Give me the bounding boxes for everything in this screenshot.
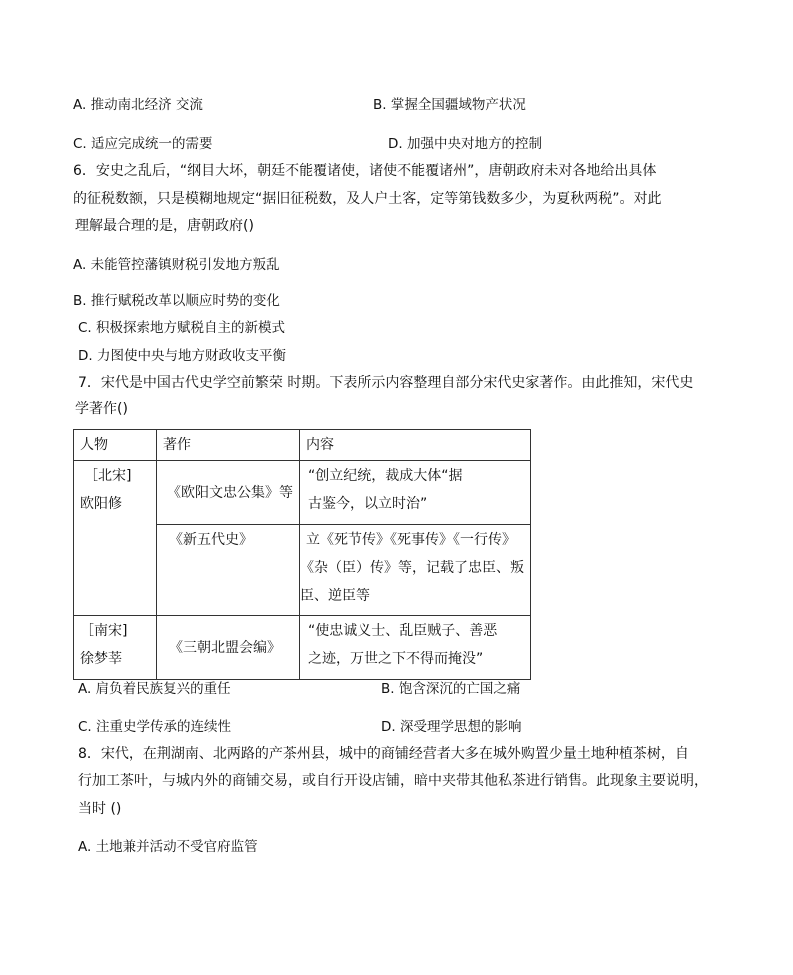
q8-option-a: A. 土地兼并活动不受官府监管 (78, 839, 258, 855)
q5-option-d: D. 加强中央对地方的控制 (388, 136, 542, 152)
content-cell: 立《死节传》《死事传》《一行传》 《杂（臣）传》等，记载了忠臣、叛 臣、逆臣等 (300, 525, 531, 616)
table-row (74, 461, 531, 525)
q7-option-d: D. 深受理学思想的影响 (381, 719, 522, 735)
q6-stem-line2: 的征税数额，只是模糊地规定“据旧征税数，及人户土客，定等第钱数多少，为夏秋两税”。对此 (73, 191, 662, 207)
q8-stem-line2: 行加工茶叶，与城内外的商铺交易，或自行开设店铺，暗中夹带其他私茶进行销售。此现象主要说明， (78, 773, 708, 789)
q7-option-b: B. 饱含深沉的亡国之痛 (381, 681, 521, 697)
q6-option-b: B. 推行赋税改革以顺应时势的变化 (73, 293, 280, 309)
person-northern-song: ［北宋] 欧阳修 (74, 461, 157, 616)
q5-option-c: C. 适应完成统一的需要 (73, 136, 213, 152)
table-header-row (74, 430, 531, 461)
work-new-five-dynasties: 《新五代史》 (157, 525, 300, 616)
q5-option-b: B. 掌握全国疆域物产状况 (373, 97, 526, 113)
q8-stem-line3: 当时 () (78, 801, 122, 817)
table-row (74, 616, 531, 680)
q6-option-d: D. 力图使中央与地方财政收支平衡 (78, 348, 286, 364)
q5-option-a: A. 推动南北经济 交流 (73, 97, 203, 113)
content-cell: “使忠诚义士、乱臣贼子、善恶 之迹，万世之下不得而掩没” (300, 616, 531, 680)
q8-stem-line1: 8．宋代，在荆湖南、北两路的产茶州县，城中的商铺经营者大多在城外购置少量土地种植茶树，自 (78, 746, 689, 762)
header-person: 人物 (74, 430, 157, 461)
q6-stem-line3: 理解最合理的是，唐朝政府() (75, 218, 254, 234)
q6-option-a: A. 未能管控藩镇财税引发地方叛乱 (73, 257, 280, 273)
q7-stem-line1: 7．宋代是中国古代史学空前繁荣 时期。下表所示内容整理自部分宋代史家著作。由此推知，宋代史 (78, 375, 694, 391)
q7-option-c: C. 注重史学传承的连续性 (78, 719, 232, 735)
q7-option-a: A. 肩负着民族复兴的重任 (78, 681, 231, 697)
header-work: 著作 (157, 430, 300, 461)
work-sanchao-beimeng: 《三朝北盟会编》 (157, 616, 300, 680)
q6-stem-line1: 6．安史之乱后，“纲目大坏，朝廷不能覆诸使，诸使不能覆诸州”，唐朝政府未对各地给出具体 (73, 163, 657, 179)
content-cell: “创立纪统，裁成大体“据 古鉴今，以立时治” (300, 461, 531, 525)
historians-table (73, 429, 531, 680)
q6-option-c: C. 积极探索地方赋税自主的新模式 (78, 320, 286, 336)
q7-stem-line2: 学著作() (75, 401, 128, 417)
header-content: 内容 (300, 430, 531, 461)
work-ouyang-collection: 《欧阳文忠公集》等 (157, 461, 300, 525)
person-southern-song: ［南宋] 徐梦莘 (74, 616, 157, 680)
